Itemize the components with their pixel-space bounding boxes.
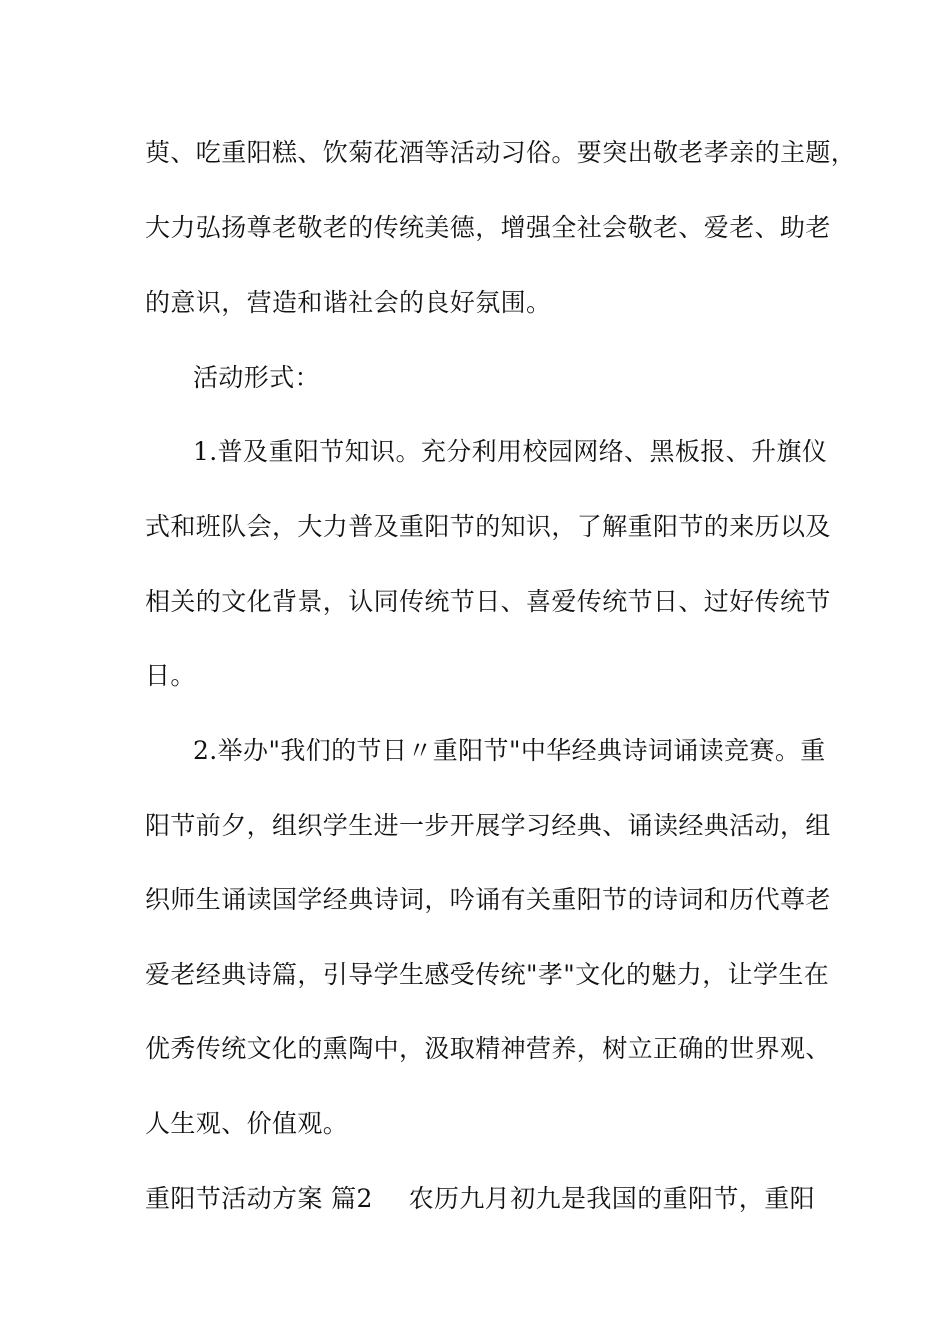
paragraph-line: 萸、吃重阳糕、饮菊花酒等活动习俗。要突出敬老孝亲的主题， (145, 138, 857, 167)
paragraph-line: 式和班队会，大力普及重阳节的知识，了解重阳节的来历以及 (145, 512, 831, 541)
paragraph-line: 大力弘扬尊老敬老的传统美德，增强全社会敬老、爱老、助老 (145, 213, 831, 242)
section-heading-row (145, 1183, 815, 1215)
paragraph-line: 织师生诵读国学经典诗词，吟诵有关重阳节的诗词和历代尊老 (145, 885, 831, 914)
paragraph-line: 人生观、价值观。 (145, 1109, 349, 1138)
section-heading: 重阳节活动方案 篇2 (145, 1184, 373, 1213)
section-intro: 农历九月初九是我国的重阳节，重阳 (408, 1184, 815, 1213)
paragraph-line: 优秀传统文化的熏陶中，汲取精神营养，树立正确的世界观、 (145, 1034, 831, 1063)
paragraph-line: 相关的文化背景，认同传统节日、喜爱传统节日、过好传统节 (145, 587, 831, 616)
paragraph-line: 阳节前夕，组织学生进一步开展学习经典、诵读经典活动，组 (145, 811, 831, 840)
section-label: 活动形式： (193, 363, 321, 392)
paragraph-line: 日。 (145, 661, 196, 690)
paragraph-line: 1.普及重阳节知识。充分利用校园网络、黑板报、升旗仪 (193, 437, 828, 466)
paragraph-line: 的意识，营造和谐社会的良好氛围。 (145, 288, 552, 317)
paragraph-line: 2.举办"我们的节日〃重阳节"中华经典诗词诵读竞赛。重 (193, 736, 826, 765)
paragraph-line: 爱老经典诗篇，引导学生感受传统"孝"文化的魅力，让学生在 (145, 960, 830, 989)
